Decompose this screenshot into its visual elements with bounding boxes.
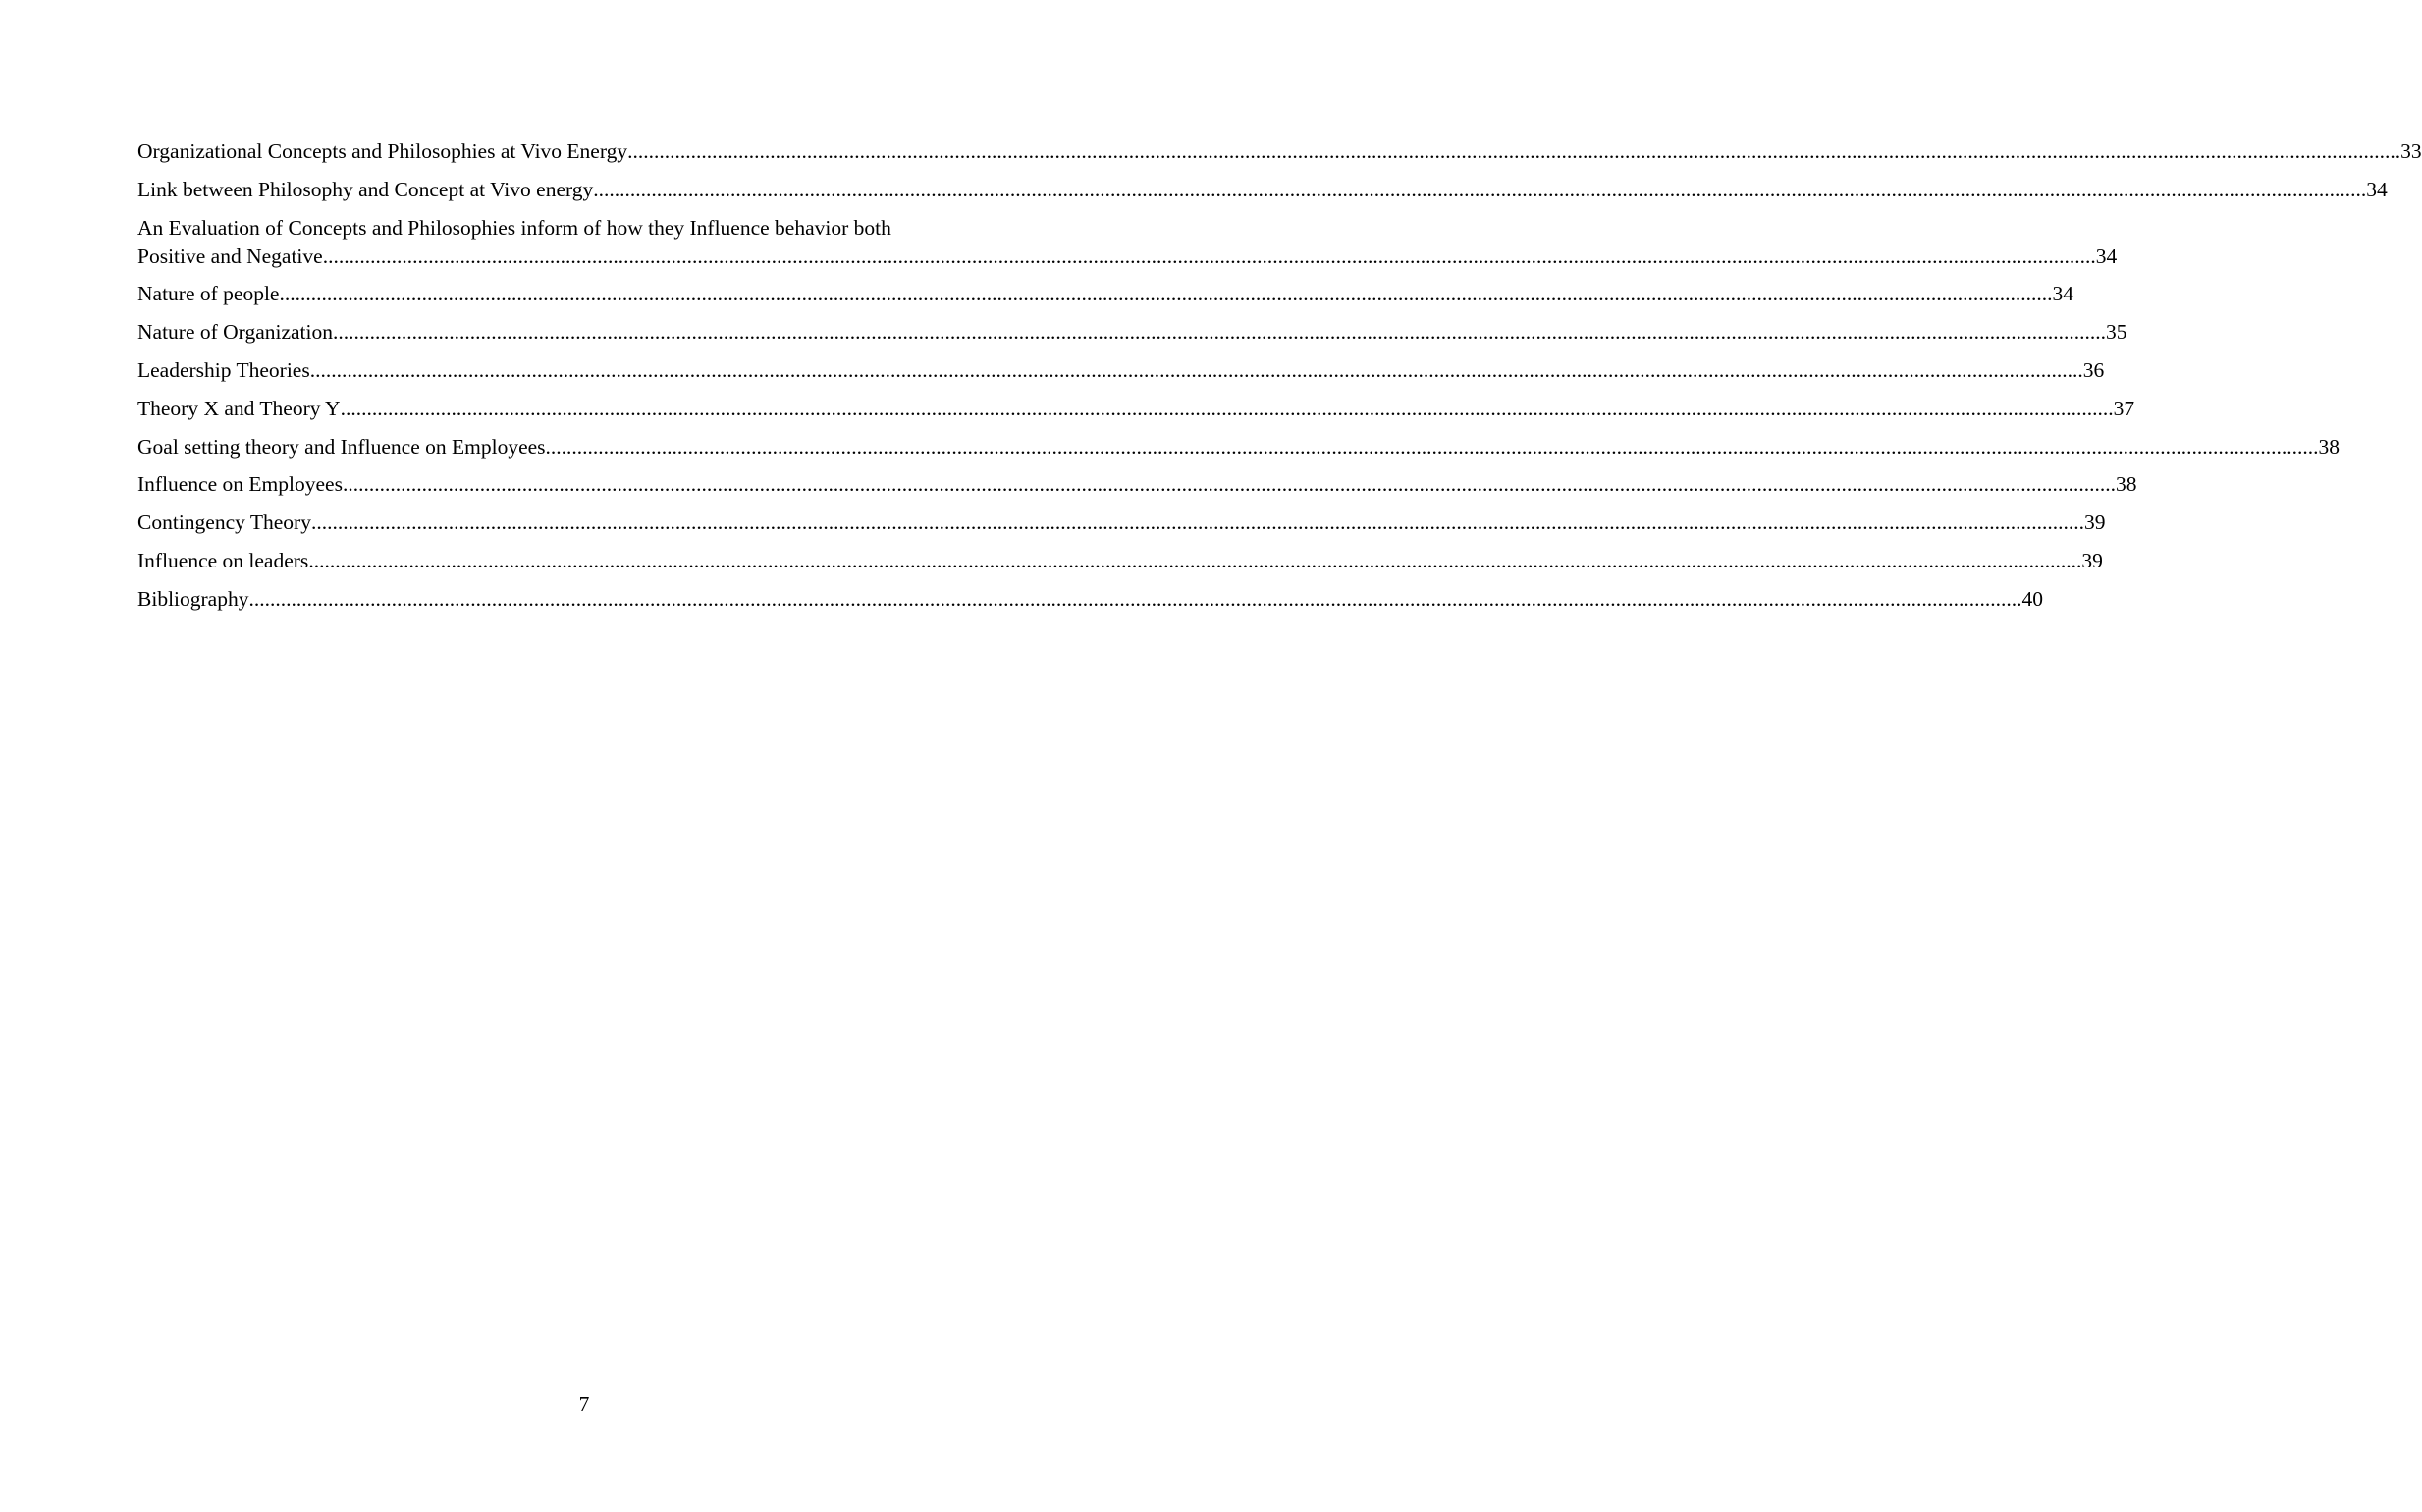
toc-entry-page: 38 [2115,472,2137,497]
toc-line [137,280,2073,308]
toc-entry-page: 34 [2366,177,2388,201]
toc-entry[interactable] [137,137,2422,166]
toc-entry-page: 34 [2052,282,2073,306]
page-number: 7 [578,1392,590,1416]
toc-entry-title: Organizational Concepts and Philosophies at Vivo Energy [137,139,628,163]
toc-line [137,433,2341,461]
toc-line [137,470,2137,499]
toc-entry-page: 40 [2021,586,2043,611]
toc-line [137,356,2105,385]
toc-entry-page: 39 [2081,548,2103,572]
toc-entry[interactable] [137,433,2341,461]
toc-entry-title: Influence on leaders [137,548,309,572]
toc-dot-leader [627,137,2400,166]
toc-dot-leader [341,395,2114,423]
toc-entry-title: Theory X and Theory Y [137,396,341,420]
toc-line [137,318,2127,347]
toc-dot-leader [343,470,2116,499]
toc-dot-leader [311,509,2084,537]
toc-entry-title: Goal setting theory and Influence on Employees [137,434,546,459]
toc-entry-page: 34 [2095,243,2118,268]
toc-entry-page: 35 [2106,320,2127,345]
toc-line [137,585,2043,614]
toc-entry-title: Influence on Employees [137,472,343,497]
toc-entry[interactable] [137,470,2137,499]
toc-entry-title: Positive and Negative [137,243,323,268]
toc-dot-leader [593,176,2366,204]
toc-dot-leader [279,280,2052,308]
toc-dot-leader [546,433,2319,461]
toc-entry[interactable] [137,356,2105,385]
toc-entry-title: Nature of Organization [137,320,334,345]
toc-entry[interactable] [137,318,2127,347]
toc-entry[interactable] [137,509,2106,537]
toc-dot-leader [323,243,2096,271]
toc-entry-page: 38 [2318,434,2341,459]
toc-entry-title: Nature of people [137,282,280,306]
toc-entry-page: 37 [2113,396,2135,420]
toc-line [137,547,2103,575]
toc-entry-page: 33 [2400,139,2422,163]
toc-entry-page: 36 [2082,357,2105,382]
toc-entry[interactable] [137,585,2043,614]
toc-entry[interactable] [137,176,2388,204]
toc-entry-title: Link between Philosophy and Concept at Vivo energy [137,177,594,201]
toc-entry[interactable] [137,547,2103,575]
toc-entry[interactable] [137,280,2073,308]
toc-dot-leader [308,547,2081,575]
toc-line [137,137,2422,166]
toc-entry-title: Contingency Theory [137,511,311,535]
table-of-contents [137,137,2422,623]
toc-dot-leader [333,318,2106,347]
toc-entry-title-line1: An Evaluation of Concepts and Philosophies inform of how they Influence behavior both [137,215,891,240]
toc-dot-leader [310,356,2083,385]
toc-entry[interactable] [137,214,2118,271]
toc-entry-page: 39 [2083,511,2106,535]
toc-line [137,243,2118,271]
toc-entry[interactable] [137,395,2135,423]
toc-line [137,509,2106,537]
toc-entry-title: Bibliography [137,586,249,611]
toc-line [137,395,2135,423]
toc-line [137,176,2388,204]
toc-dot-leader [248,585,2021,614]
toc-entry-title: Leadership Theories [137,357,310,382]
